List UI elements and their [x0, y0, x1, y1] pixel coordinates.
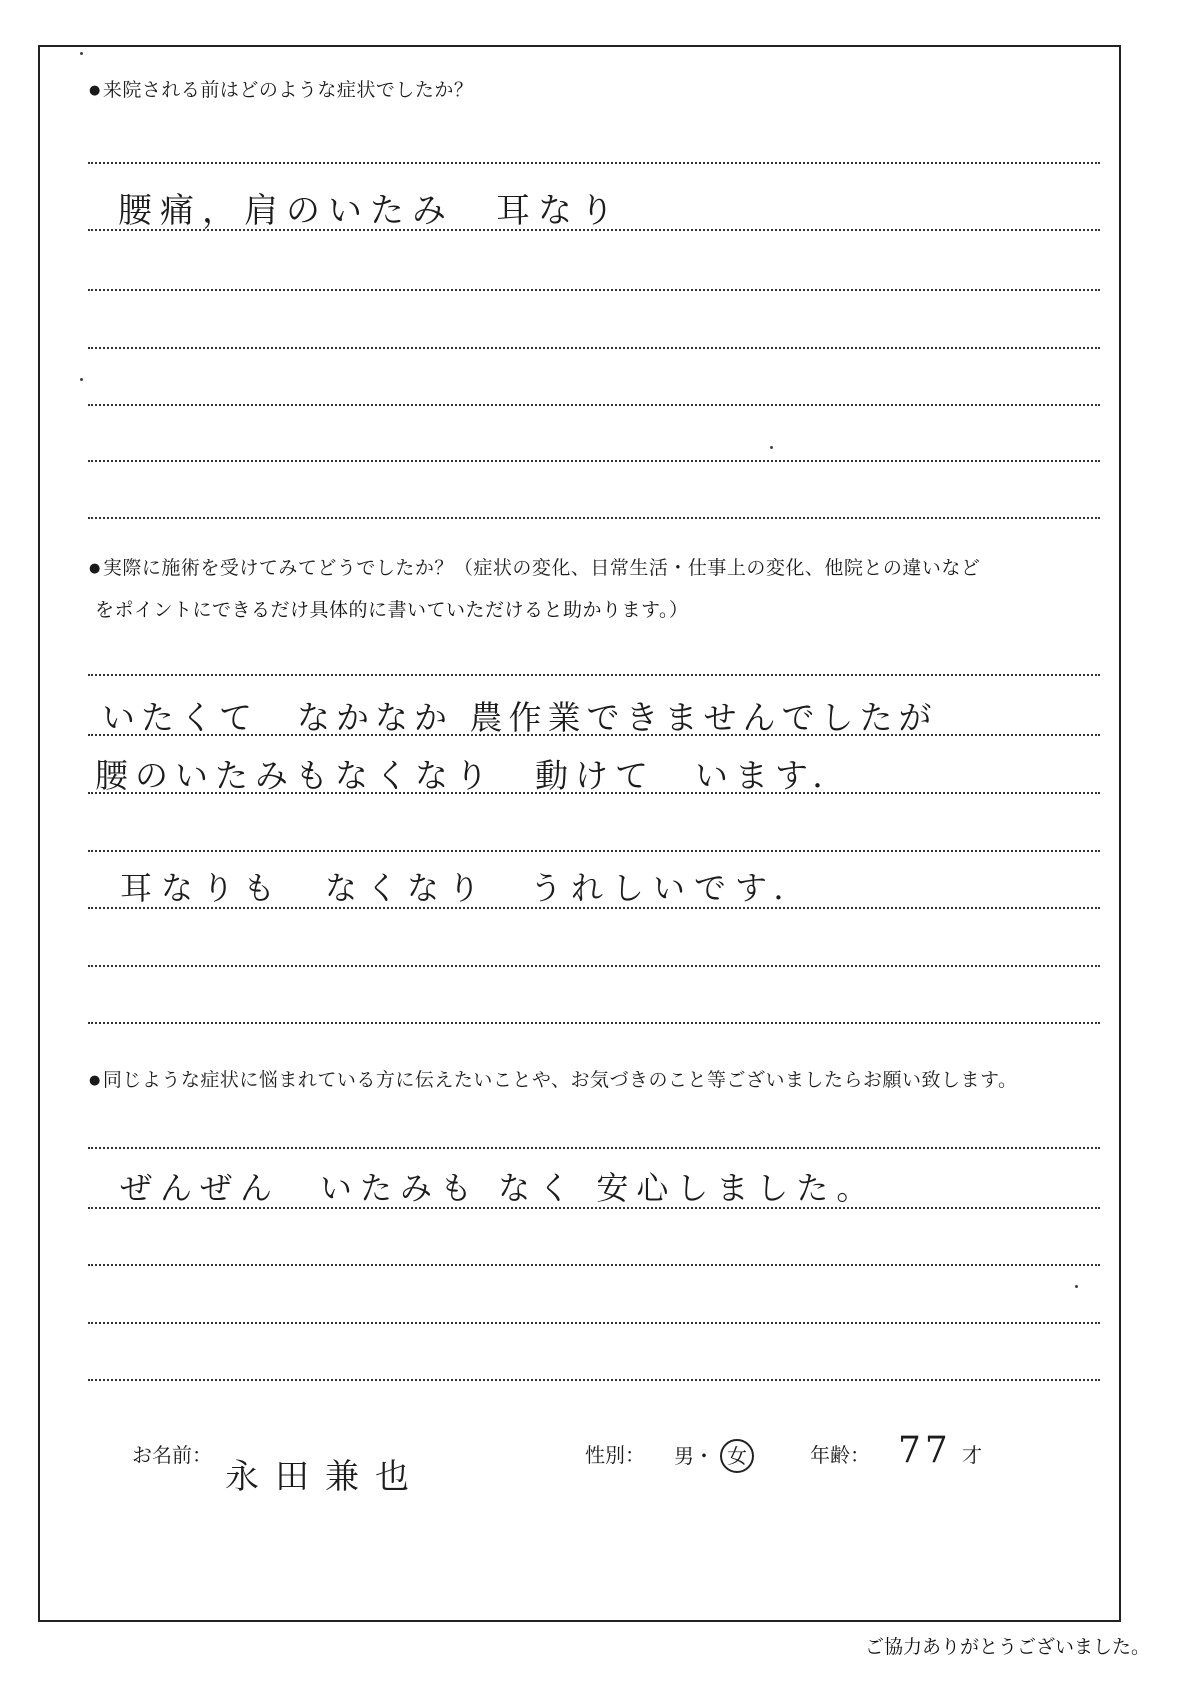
scan-speck	[80, 52, 83, 55]
answer-rule	[88, 1379, 1100, 1381]
answer-rule	[88, 1207, 1100, 1209]
question-3-prompt: 同じような症状に悩まれている方に伝えたいことや、お気づきのこと等ございましたらお願い致します。	[102, 1069, 1018, 1091]
answer-rule	[88, 289, 1100, 291]
answer-rule	[88, 404, 1100, 406]
answer-rule	[88, 1147, 1100, 1149]
survey-form	[38, 45, 1121, 1622]
answer-rule	[88, 347, 1100, 349]
gender-male: 男	[674, 1444, 694, 1468]
bullet-icon: ●	[89, 1073, 101, 1088]
name-value: 永田兼也	[225, 1457, 425, 1497]
scan-speck	[80, 378, 83, 381]
gender-label: 性別：	[585, 1443, 645, 1467]
answer-rule	[88, 850, 1100, 852]
question-3	[89, 1065, 1017, 1092]
bullet-icon: ●	[89, 561, 101, 576]
q1-answer-line-1: 腰痛，肩のいたみ 耳なり	[118, 191, 622, 231]
answer-rule	[88, 734, 1100, 736]
answer-rule	[88, 1322, 1100, 1324]
name-label: お名前：	[132, 1443, 212, 1467]
question-2-prompt-line-2: をポイントにできるだけ具体的に書いていただけると助かります。）	[95, 599, 689, 621]
q3-answer-line-1: ぜんぜん いたみも なく 安心しました。	[120, 1169, 877, 1207]
question-1-prompt: 来院される前はどのような症状でしたか？	[102, 79, 474, 101]
answer-rule	[88, 1264, 1100, 1266]
answer-rule	[88, 907, 1100, 909]
scan-speck	[770, 446, 773, 449]
answer-rule	[88, 517, 1100, 519]
age-label: 年齢：	[810, 1443, 870, 1467]
answer-rule	[88, 674, 1100, 676]
age-unit: 才	[962, 1443, 982, 1467]
answer-rule	[88, 965, 1100, 967]
answer-rule	[88, 229, 1100, 231]
scan-speck	[1075, 1285, 1078, 1288]
gender-options	[674, 1439, 754, 1473]
question-2	[89, 553, 980, 580]
answer-rule	[88, 162, 1100, 164]
answer-rule	[88, 792, 1100, 794]
answer-rule	[88, 1022, 1100, 1024]
bullet-icon: ●	[89, 83, 101, 98]
answer-rule	[88, 460, 1100, 462]
gender-female-circled: 女	[720, 1439, 754, 1473]
q2-answer-line-3: 耳なりも なくなり うれしいです．	[120, 869, 815, 907]
q2-answer-line-1: いたくて なかなか 農作業できませんでしたが	[102, 698, 938, 737]
age-value: 77	[898, 1430, 952, 1471]
question-1	[89, 75, 473, 102]
closing-thanks: ご協力ありがとうございました。	[864, 1636, 1150, 1658]
q2-answer-line-2: 腰のいたみもなくなり 動けて います．	[95, 756, 853, 795]
gender-separator: ・	[694, 1444, 714, 1468]
question-2-prompt-line-1: 実際に施術を受けてみてどうでしたか？（症状の変化、日常生活・仕事上の変化、他院との違いなど	[102, 557, 981, 579]
